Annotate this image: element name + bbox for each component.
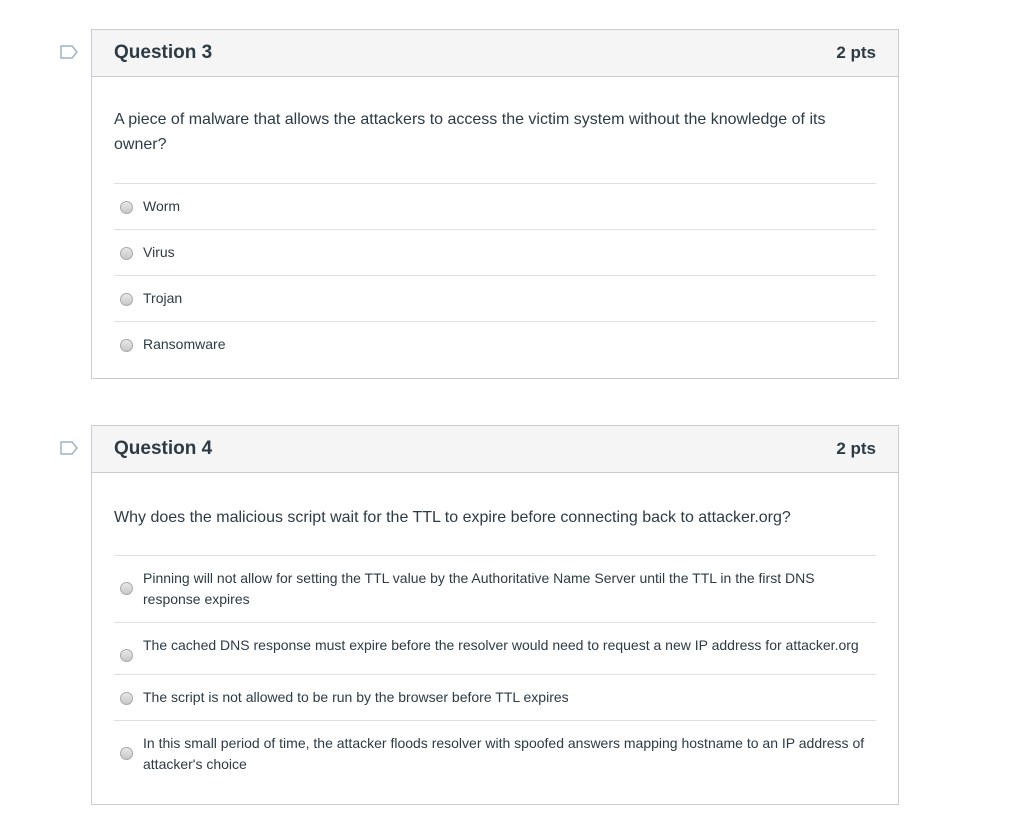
answer-label: Virus bbox=[143, 244, 175, 260]
answer-label: Worm bbox=[143, 198, 181, 214]
question-points: 2 pts bbox=[836, 439, 876, 458]
question-text: Why does the malicious script wait for the TTL to expire before connecting back to attacker.org? bbox=[114, 509, 791, 526]
answer-label: In this small period of time, the attacker floods resolver with spoofed answers mapping hostname to an IP address of attacker's choice bbox=[143, 735, 865, 772]
answer-option[interactable] bbox=[114, 184, 876, 230]
radio-button[interactable] bbox=[120, 649, 133, 662]
radio-button[interactable] bbox=[120, 692, 133, 705]
radio-button[interactable] bbox=[120, 747, 133, 760]
answer-option[interactable] bbox=[114, 276, 876, 322]
radio-button[interactable] bbox=[120, 582, 133, 595]
answer-option[interactable] bbox=[114, 623, 876, 675]
question-title: Question 3 bbox=[114, 42, 213, 63]
question-points: 2 pts bbox=[836, 43, 876, 62]
answer-label: The script is not allowed to be run by the browser before TTL expires bbox=[143, 689, 569, 705]
answer-label: Pinning will not allow for setting the TTL value by the Authoritative Name Server until the TTL in the first DNS response expires bbox=[143, 570, 815, 607]
radio-button[interactable] bbox=[120, 293, 133, 306]
question-4-card bbox=[91, 425, 899, 805]
flag-question-icon[interactable] bbox=[60, 45, 78, 59]
answer-option[interactable] bbox=[114, 721, 876, 787]
answer-list bbox=[114, 555, 876, 787]
answer-option[interactable] bbox=[114, 230, 876, 276]
answer-label: The cached DNS response must expire before the resolver would need to request a new IP address for attacker.org bbox=[143, 637, 859, 653]
radio-button[interactable] bbox=[120, 247, 133, 260]
answer-option[interactable] bbox=[114, 556, 876, 623]
radio-button[interactable] bbox=[120, 201, 133, 214]
question-header bbox=[92, 426, 898, 473]
question-header bbox=[92, 30, 898, 77]
answer-label: Ransomware bbox=[143, 336, 226, 352]
question-title: Question 4 bbox=[114, 438, 213, 459]
flag-question-icon[interactable] bbox=[60, 441, 78, 455]
question-3-card bbox=[91, 29, 899, 379]
question-text: A piece of malware that allows the attackers to access the victim system without the knowledge of its owner? bbox=[114, 111, 826, 153]
answer-option[interactable] bbox=[114, 675, 876, 721]
answer-list bbox=[114, 183, 876, 367]
answer-label: Trojan bbox=[143, 290, 183, 306]
answer-option[interactable] bbox=[114, 322, 876, 367]
radio-button[interactable] bbox=[120, 339, 133, 352]
